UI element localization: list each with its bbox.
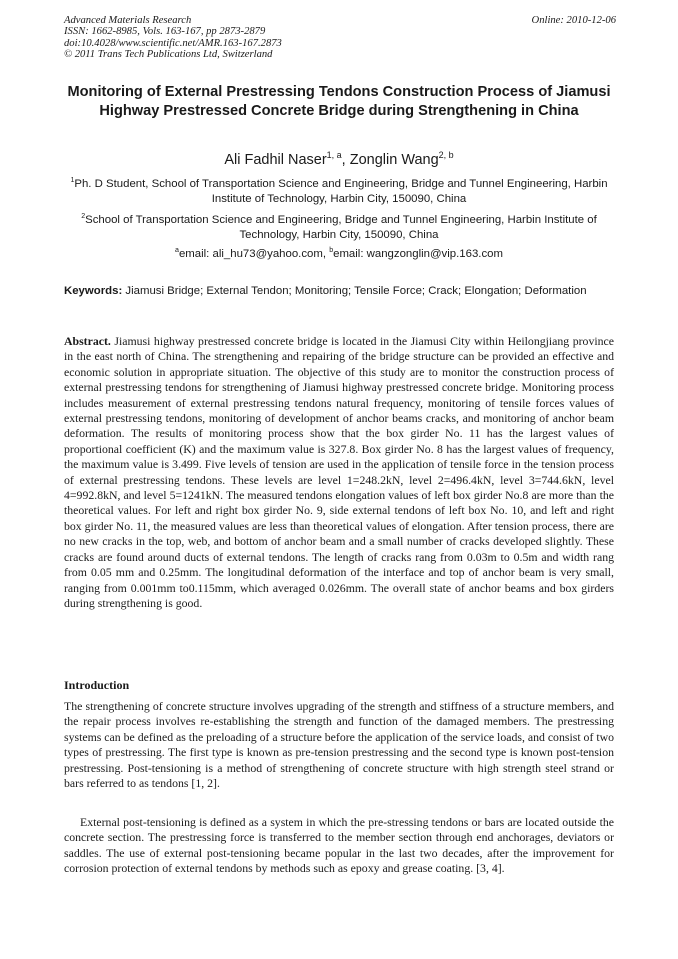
email-a-text: email: ali_hu73@yahoo.com, xyxy=(178,248,330,260)
email-b-text: email: wangzonglin@vip.163.com xyxy=(333,248,503,260)
journal-name: Advanced Materials Research xyxy=(64,15,192,26)
keywords-block xyxy=(64,284,614,299)
affiliation-1-text: Ph. D Student, School of Transportation Science and Engineering, Bridge and Tunnel Engineering, Harbin Institute of Technology, Harbin City, 150090, China xyxy=(74,178,608,205)
keywords-text: Jiamusi Bridge; External Tendon; Monitoring; Tensile Force; Crack; Elongation; Deformation xyxy=(122,285,587,297)
affiliation-2 xyxy=(62,213,616,242)
keywords-label: Keywords: xyxy=(64,285,123,297)
email-b-sup: b xyxy=(329,247,334,255)
author-2-sup: 2, b xyxy=(438,150,454,161)
affiliation-1-sup: 1 xyxy=(70,177,75,185)
affiliation-2-sup: 2 xyxy=(81,213,86,221)
introduction-heading: Introduction xyxy=(64,678,130,692)
issn-line: ISSN: 1662-8985, Vols. 163-167, pp 2873-2879 xyxy=(64,26,266,38)
author-1-sup: 1, a xyxy=(326,150,342,161)
copyright-line: © 2011 Trans Tech Publications Ltd, Switzerland xyxy=(64,49,273,61)
author-line xyxy=(58,151,620,169)
author-1-name: Ali Fadhil Naser xyxy=(224,152,327,168)
introduction-paragraph-2: External post-tensioning is defined as a system in which the pre-stressing tendons or bars are located outside the concrete section. The prestressing force is transferred to the member section through end anchorages, deviators or saddles. The use of external post-tensioning became popular in the last two decades, after the improvement for corrosion protection of external tendons by methods such as epoxy and grease coating. [3, 4]. xyxy=(64,815,614,876)
email-line xyxy=(62,247,616,261)
affiliation-1 xyxy=(62,177,616,206)
doi-line: doi:10.4028/www.scientific.net/AMR.163-167.2873 xyxy=(64,37,282,49)
affiliation-2-text: School of Transportation Science and Engineering, Bridge and Tunnel Engineering, Harbin Institute of Technology, Harbin City, 150090, China xyxy=(85,214,597,241)
author-2-name: Zonglin Wang xyxy=(349,152,439,168)
online-date: Online: 2010-12-06 xyxy=(531,15,616,26)
journal-header xyxy=(64,15,616,61)
introduction-paragraph-1: The strengthening of concrete structure involves upgrading of the strength and stiffness of a structure members, and the repair process involves re-establishing the strength and function of the damaged members. The prestressing systems can be defined as the preloading of a structure before the application of the service loads, and consist of two types of prestressing. The first type is known as pre-tension prestressing and the second type is known post-tension prestressing. Post-tensioning is a method of strengthening of concrete structure with high strength steel strand or bars referred to as tendons [1, 2]. xyxy=(64,699,615,791)
paper-title: Monitoring of External Prestressing Tendons Construction Process of Jiamusi Highway Prestressed Concrete Bridge during Strengthening in China xyxy=(67,84,611,119)
email-a-sup: a xyxy=(175,247,179,255)
abstract-block xyxy=(64,334,614,611)
abstract-label: Abstract. xyxy=(64,334,111,348)
abstract-text: Jiamusi highway prestressed concrete bridge is located in the Jiamusi City within Heilongjiang province in the east north of China. The strengthening and repairing of the bridge structure can be provided an effective and economic solution in appropriate situation. The objective of this study are to monitor the construction process of external prestressing tendons for strengthening of Jiamusi highway prestressed concrete bridge. Monitoring process includes measurement of external prestressing tendons natural frequency, monitoring of tensile forces values of external prestressing tendons, monitoring of development of anchor beams cracks, and monitoring of anchor beam deformation. The results of monitoring process show that the box girder No. 11 has the largest values of proportional coefficient (K) and the maximum value is 327.8. Box girder No. 8 has the largest values of frequency, the maximum value is 3.499. Five levels of tension are used in the application of tensile force in the tension process of external prestressing tendons. These levels are level 1=248.2kN, level 2=496.4kN, level 3=744.6kN, level 4=992.8kN, and level 5=1241kN. The measured tendons elongation values of left box girder No.8 are more than the theoretical values. For left and right box girder No. 9, side external tendons of left box No. 10, and left and right box girder No. 11, the measured values are less than theoretical values of elongation. After tension process, there are no new cracks in the top, web, and bottom of anchor beam and a small number of cracks developed slightly. These cracks are found around ducts of external tendons. The length of cracks rang from 0.03m to 0.5m and width rang from 0.05 mm and 0.25mm. The longitudinal deformation of the interface and top of anchor beam is very small, ranging from 0.001mm to0.115mm, which averaged 0.026mm. The overall state of anchor beams and box girders during strengthening is good. xyxy=(64,334,614,610)
author-separator: , xyxy=(341,152,350,168)
